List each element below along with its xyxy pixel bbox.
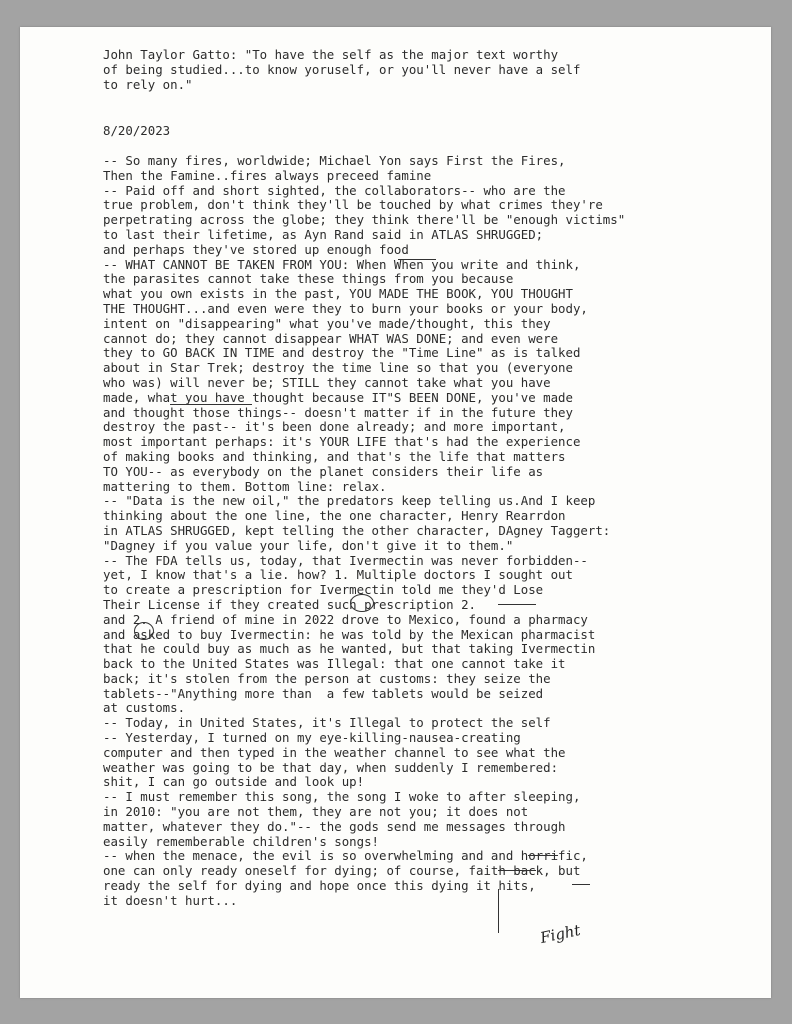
circle-one — [350, 594, 374, 612]
strikeout-and — [528, 855, 558, 856]
document-page — [20, 27, 771, 998]
journal-body: -- So many fires, worldwide; Michael Yon says First the Fires, Then the Famine..fires always preceed famine -- Paid off and short sighted, the collaborators-- who are the true problem, don't think they'll be touched by what crimes they're perpetrating across the globe; they think there'll be "enough victims" to last their lifetime, as Ayn Rand said in ATLAS SHRUGGED; and perhaps they've stored up enough food -- WHAT CANNOT BE TAKEN FROM YOU: When When you write and think, the parasites cannot take these things from you because what you own exists in the past, YOU MADE THE BOOK, YOU THOUGHT THE THOUGHT...and even were they to burn your books or your body, intent on "disappearing" what you've made/thought, this they cannot do; they cannot disappear WHAT WAS DONE; and even were they to GO BACK IN TIME and destroy the "Time Line" as is talked about in Star Trek; destroy the time line so that you (everyone who was) will never be; STILL they cannot take what you have made, what you have thought because IT"S BEEN DONE, you've made and thought those things-- doesn't matter if in the future they destroy the past-- it's been done already; and more important, most important perhaps: it's YOUR LIFE that's had the experience of making books and thinking, and that's the life that matters TO YOU-- as everybody on the planet considers their life as mattering to them. Bottom line: relax. -- "Data is the new oil," the predators keep telling us.And I keep thinking about the one line, the one character, Henry Rearrdon in ATLAS SHRUGGED, kept telling the other character, DAgney Taggert: "Dagney if you value your life, don't give it to them." -- The FDA tells us, today, that Ivermectin was never forbidden-- yet, I know that's a lie. how? 1. Multiple doctors I sought out to create a prescription for Ivermectin told me they'd Lose Their License if they created such prescription 2. and 2. A friend of mine in 2022 drove to Mexico, found a pharmacy and asked to buy Ivermectin: he was told by the Mexican pharmacist that he could buy as much as he wanted, but that taking Ivermectin back to the United States was Illegal: that one cannot take it back; it's stolen from the person at customs: they seize the tablets--"Anything more than a few tablets would be seized at customs. -- Today, in United States, it's Illegal to protect the self -- Yesterday, I turned on my eye-killing-nausea-creating computer and then typed in the weather channel to see what the weather was going to be that day, when suddenly I remembered: shit, I can go outside and look up! -- I must remember this song, the song I woke to after sleeping, in 2010: "you are not them, they are not you; it does not matter, whatever they do."-- the gods send me messages through easily rememberable children's songs! -- when the menace, the evil is so overwhelming and and horrific, one can only ready oneself for dying; of course, faith back, but ready the self for dying and hope once this dying it hits, it doesn't hurt... — [103, 153, 626, 908]
circle-two — [134, 622, 154, 640]
insert-caret-mark — [498, 889, 499, 933]
underline-star-trek — [170, 404, 252, 405]
strikeout-it — [572, 884, 590, 885]
entry-date: 8/20/2023 — [103, 123, 171, 138]
handwritten-margin-note: Fight — [538, 920, 582, 948]
epigraph-quote: John Taylor Gatto: "To have the self as the major text worthy of being studied...to know yoruself, or you'll never have a self to rely on." — [103, 47, 581, 92]
strikeout-faith — [498, 870, 536, 871]
strikeout-when — [398, 259, 436, 260]
strikeout-two — [498, 604, 536, 605]
